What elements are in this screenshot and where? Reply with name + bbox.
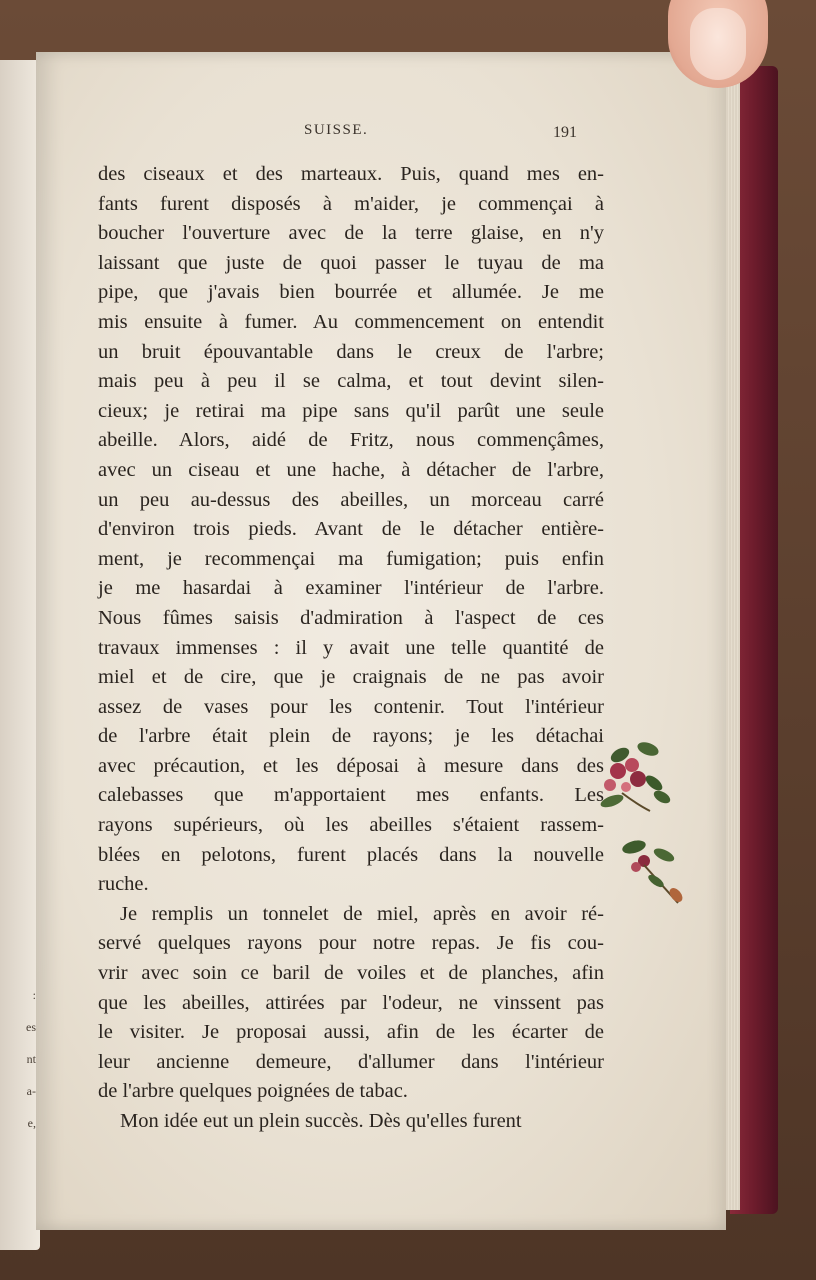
text-line: avec précaution, et les déposai à mesure dans des [98,754,604,777]
flower-cluster-bottom [621,838,685,904]
page-number: 191 [553,124,577,141]
text-line: blées en pelotons, furent placés dans la nouvelle [98,843,604,866]
text-line: rayons supérieurs, où les abeilles s'étaient rassem- [98,814,604,837]
previous-page-edge [0,60,40,1250]
thumbnail-nail [690,8,746,80]
text-line: mais peu à peu il se calma, et tout devint silen- [98,370,604,393]
text-line: cieux; je retirai ma pipe sans qu'il parût une seule [98,399,604,422]
text-line: Je remplis un tonnelet de miel, après en avoir ré- [120,902,604,925]
text-line: laissant que juste de quoi passer le tuyau de ma [98,251,604,274]
pressed-flower-image [592,735,692,915]
body-text [98,160,604,1137]
text-line: avec un ciseau et une hache, à détacher de l'arbre, [98,458,604,481]
text-line: de l'arbre était plein de rayons; je les détachai [98,725,604,748]
text-line: que les abeilles, attirées par l'odeur, ne vinssent pas [98,991,604,1014]
text-line: ment, je recommençai ma fumigation; puis enfin [98,547,604,570]
text-line: je me hasardai à examiner l'intérieur de l'arbre. [98,577,604,600]
running-head: SUISSE. [304,122,369,138]
text-line: un bruit épouvantable dans le creux de l'arbre; [98,340,604,363]
text-line: abeille. Alors, aidé de Fritz, nous commençâmes, [98,429,604,452]
text-line: mis ensuite à fumer. Au commencement on entendit [98,310,604,333]
text-line: un peu au-dessus des abeilles, un morceau carré [98,488,604,511]
text-line: le visiter. Je proposai aussi, afin de les écarter de [98,1021,604,1044]
previous-page-fragment: es [26,1020,36,1034]
text-line: calebasses que m'apportaient mes enfants. Les [98,784,604,807]
text-line: vrir avec soin ce baril de voiles et de planches, afin [98,962,604,985]
text-line: pipe, que j'avais bien bourrée et allumée. Je me [98,281,604,304]
flower-cluster-top [599,740,672,811]
text-line: des ciseaux et des marteaux. Puis, quand mes en- [98,163,604,185]
text-line: miel et de cire, que je craignais de ne pas avoir [98,666,604,689]
previous-page-fragment: e, [27,1116,36,1130]
previous-page-fragment: : [32,988,36,1002]
text-line: Nous fûmes saisis d'admiration à l'aspect de ces [98,606,604,629]
text-line: assez de vases pour les contenir. Tout l'intérieur [98,695,604,718]
text-line: d'environ trois pieds. Avant de le détacher entière- [98,518,604,541]
text-line: servé quelques rayons pour notre repas. Je fis cou- [98,932,604,955]
text-line: Mon idée eut un plein succès. Dès qu'elles furent [120,1110,522,1132]
text-line: fants furent disposés à m'aider, je commençai à [98,192,604,215]
text-line: travaux immenses : il y avait une telle quantité de [98,636,604,659]
text-line: leur ancienne demeure, d'allumer dans l'intérieur [98,1050,604,1073]
previous-page-fragment: a- [26,1084,36,1098]
text-line: ruche. [98,873,149,896]
text-line: boucher l'ouverture avec de la terre glaise, en n'y [98,222,604,245]
previous-page-fragment: nt [26,1052,36,1066]
text-line: de l'arbre quelques poignées de tabac. [98,1080,408,1103]
